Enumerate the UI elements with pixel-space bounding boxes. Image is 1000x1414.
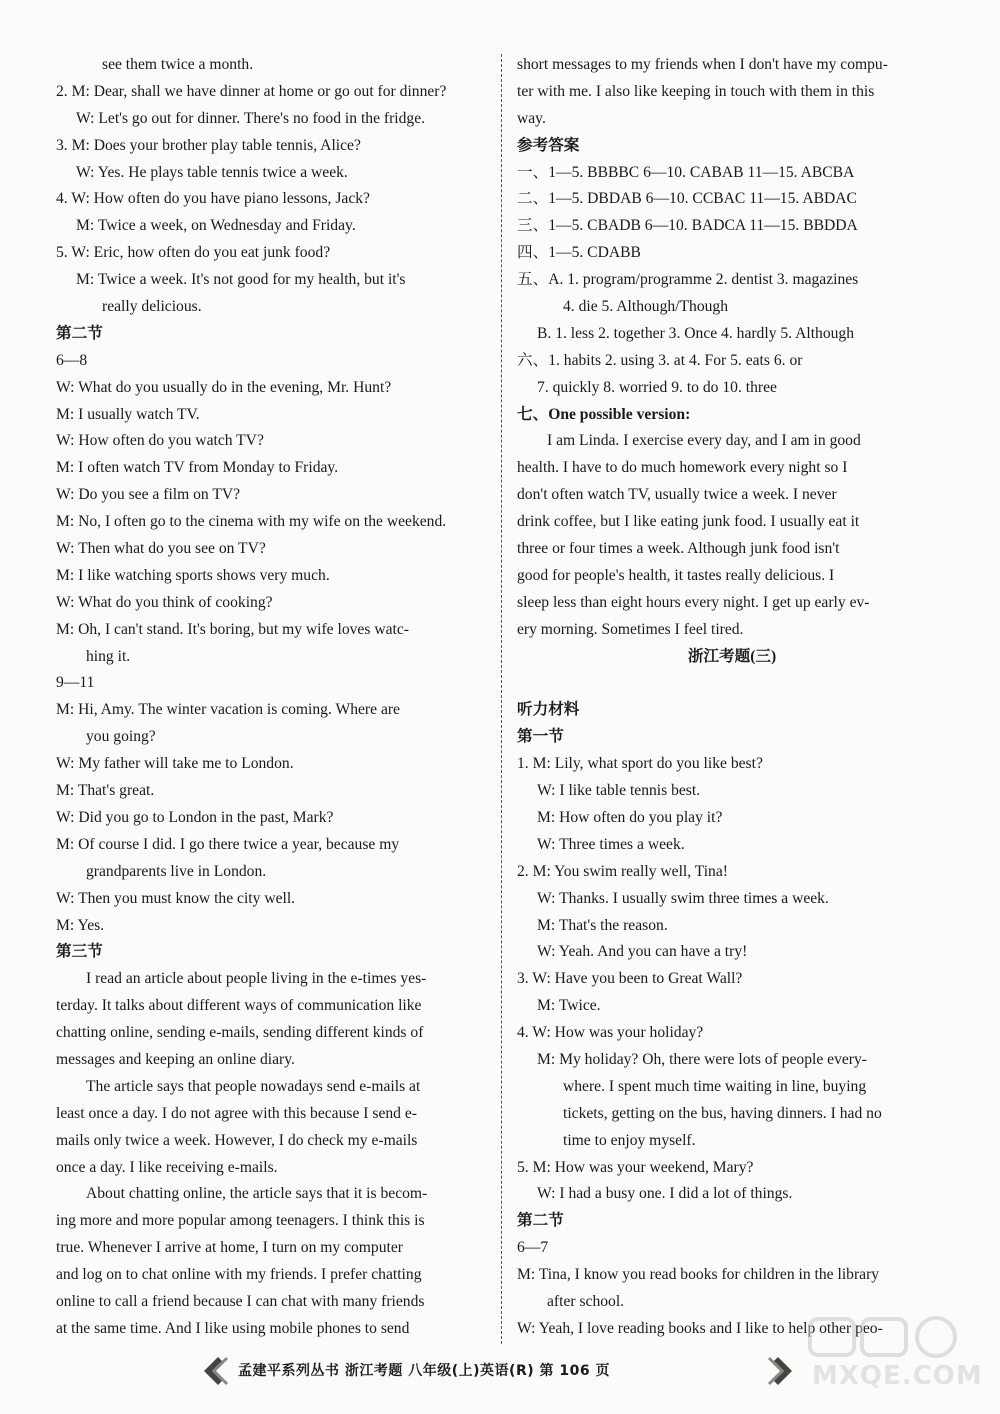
left-chevron-icon [196,1354,230,1388]
text-line: 7. quickly 8. worried 9. to do 10. three [537,378,777,396]
text-line: M: I like watching sports shows very much. [56,566,330,584]
text-line: short messages to my friends when I don't have my compu- [517,56,888,73]
text-line: 第一节 [517,728,564,746]
watermark-domain: MXQE.COM [812,1361,983,1391]
text-line: W: Did you go to London in the past, Mark? [56,808,334,826]
text-line: after school. [547,1292,625,1310]
text-line: health. I have to do much homework every night so I [517,459,848,477]
watermark-logo-icon [806,1315,966,1361]
text-line: W: Yeah. And you can have a try! [537,943,748,961]
text-line: 6—7 [517,1239,549,1257]
text-line: see them twice a month. [102,56,254,73]
text-line: where. I spent much time waiting in line, buying [563,1077,867,1095]
text-line: W: Let's go out for dinner. There's no food in the fridge. [76,109,426,127]
text-line: M: That's the reason. [537,916,668,934]
text-line: 1. M: Lily, what sport do you like best? [517,755,763,773]
text-line: M: How often do you play it? [537,808,723,826]
text-line: chatting online, sending e-mails, sending different kinds of [56,1024,424,1042]
text-line: mails only twice a week. However, I do check my e-mails [56,1131,418,1149]
text-line: M: Twice a week. It's not good for my health, but it's [76,271,406,289]
text-line: W: Thanks. I usually swim three times a week. [537,889,829,907]
text-line: W: Yes. He plays table tennis twice a week. [76,163,348,181]
text-line: 2. M: You swim really well, Tina! [517,862,728,880]
text-line: W: Yeah, I love reading books and I like to help other peo- [517,1319,883,1337]
text-line: M: No, I often go to the cinema with my wife on the weekend. [56,513,447,531]
text-line: ing more and more popular among teenagers. I think this is [56,1212,425,1230]
text-line: 五、A. 1. program/programme 2. dentist 3. magazines [517,271,859,289]
text-line: M: I often watch TV from Monday to Friday. [56,459,339,477]
text-line: three or four times a week. Although junk food isn't [517,540,840,558]
text-line: tickets, getting on the bus, having dinners. I had no [563,1104,882,1122]
text-line: once a day. I like receiving e-mails. [56,1158,278,1176]
text-line: 4. W: How often do you have piano lessons, Jack? [56,190,370,208]
text-line: terday. It talks about different ways of communication like [56,997,422,1015]
text-line: W: What do you usually do in the evening, Mr. Hunt? [56,378,392,396]
text-line: 听力材料 [517,701,580,719]
text-line: W: Then you must know the city well. [56,889,296,907]
text-line: time to enjoy myself. [563,1131,696,1149]
text-line: 3. M: Does your brother play table tennis, Alice? [56,136,361,154]
text-line: The article says that people nowadays send e-mails at [86,1077,421,1095]
text-line: 4. W: How was your holiday? [517,1024,704,1042]
text-line: 5. M: How was your weekend, Mary? [517,1158,754,1176]
text-line: hing it. [86,647,131,665]
text-line: W: Three times a week. [537,835,685,853]
text-line: B. 1. less 2. together 3. Once 4. hardly 5. Although [537,324,855,342]
text-line: I read an article about people living in the e-times yes- [86,970,427,988]
text-line: W: Do you see a film on TV? [56,486,241,504]
text-line: M: Of course I did. I go there twice a year, because my [56,835,400,853]
text-line: 三、1—5. CBADB 6—10. BADCA 11—15. BBDDA [517,217,858,235]
watermark [806,1315,983,1395]
text-line: 六、1. habits 2. using 3. at 4. For 5. eats 6. or [517,351,803,369]
text-line: M: My holiday? Oh, there were lots of people every- [537,1050,867,1068]
text-line: you going? [86,728,156,746]
text-line: 参考答案 [517,136,580,154]
text-line: W: How often do you watch TV? [56,432,264,450]
text-line: M: Tina, I know you read books for children in the library [517,1266,880,1284]
text-line: M: Yes. [56,916,105,934]
right-column [517,52,947,1343]
text-line: online to call a friend because I can chat with many friends [56,1292,425,1310]
text-line: and log on to chat online with my friends. I prefer chatting [56,1266,422,1284]
text-line: messages and keeping an online diary. [56,1050,295,1068]
text-line: way. [517,109,546,127]
text-line: I am Linda. I exercise every day, and I am in good [547,432,861,450]
text-line: good for people's health, it tastes really delicious. I [517,566,835,584]
text-line: ter with me. I also like keeping in touch with them in this [517,82,875,100]
text-line: M: Hi, Amy. The winter vacation is coming. Where are [56,701,400,719]
text-line: W: Then what do you see on TV? [56,540,266,558]
text-line: 6—8 [56,351,88,369]
text-line: grandparents live in London. [86,862,267,880]
right-chevron-icon [766,1354,800,1388]
text-line: at the same time. And I like using mobile phones to send [56,1319,410,1337]
text-line: W: What do you think of cooking? [56,593,273,611]
footer-text: 孟建平系列丛书 浙江考题 八年级(上)英语(R) 第 106 页 [238,1363,610,1379]
text-line: 七、One possible version: [517,405,691,423]
text-line: 第三节 [56,943,103,961]
text-line: 浙江考题(三) [687,647,777,665]
text-line: 四、1—5. CDABB [517,244,641,262]
text-line: 第二节 [517,1212,564,1230]
text-line: W: My father will take me to London. [56,755,294,773]
text-line: About chatting online, the article says that it is becom- [86,1185,428,1203]
column-divider [501,54,502,1344]
text-line: 二、1—5. DBDAB 6—10. CCBAC 11—15. ABDAC [517,190,857,208]
text-line: M: I usually watch TV. [56,405,200,423]
text-line: sleep less than eight hours every night. I get up early ev- [517,593,870,611]
text-line: true. Whenever I arrive at home, I turn on my computer [56,1239,403,1257]
text-line: M: That's great. [56,782,155,800]
text-line: 4. die 5. Although/Though [563,298,729,316]
text-line: W: I like table tennis best. [537,782,701,800]
text-line [517,670,947,697]
text-line: don't often watch TV, usually twice a week. I never [517,486,837,504]
text-line: 一、1—5. BBBBC 6—10. CABAB 11—15. ABCBA [517,163,855,181]
text-line: 5. W: Eric, how often do you eat junk food? [56,244,331,262]
text-line: 2. M: Dear, shall we have dinner at home or go out for dinner? [56,82,447,100]
text-line: ery morning. Sometimes I feel tired. [517,620,744,638]
left-column [56,52,488,1343]
text-line: 3. W: Have you been to Great Wall? [517,970,743,988]
text-line: M: Twice. [537,997,601,1015]
text-line: W: I had a busy one. I did a lot of things. [537,1185,793,1203]
text-line: really delicious. [102,298,202,316]
text-line: M: Oh, I can't stand. It's boring, but my wife loves watc- [56,620,409,638]
text-line: least once a day. I do not agree with this because I send e- [56,1104,417,1122]
text-line: drink coffee, but I like eating junk food. I usually eat it [517,513,860,531]
text-line: 第二节 [56,324,103,342]
text-line: M: Twice a week, on Wednesday and Friday. [76,217,356,235]
text-line: 9—11 [56,674,95,692]
